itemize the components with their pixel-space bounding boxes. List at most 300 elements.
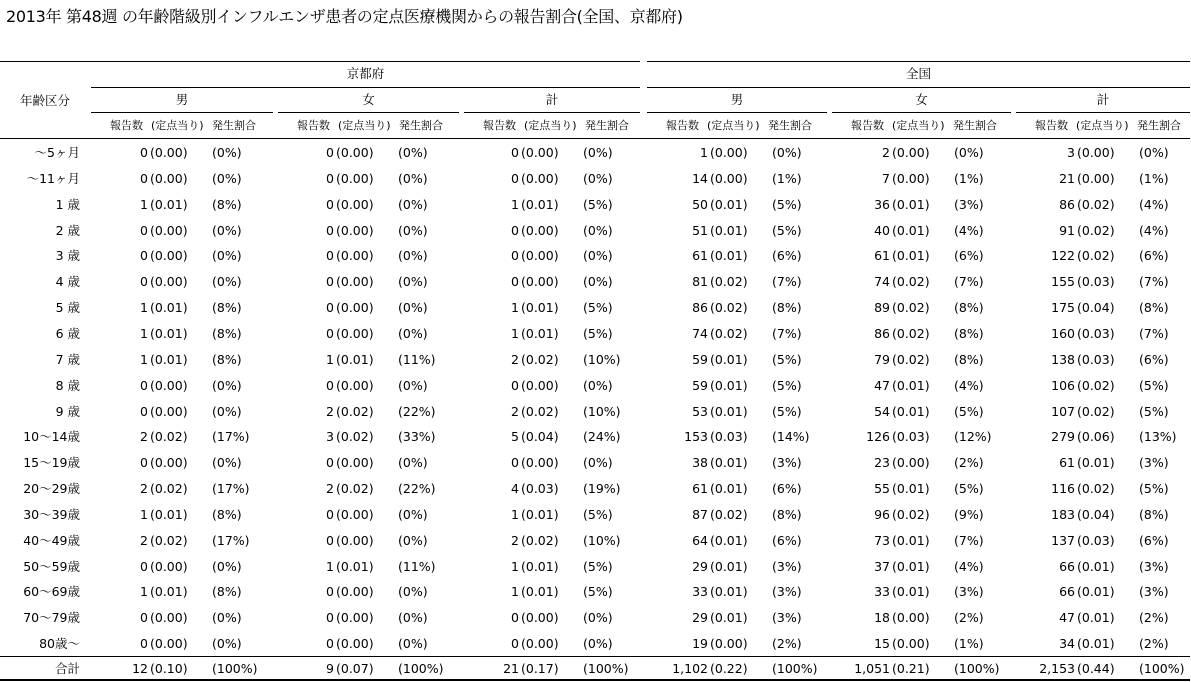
- sex-underline-1: [278, 112, 459, 113]
- per-site-rate: (0.00): [521, 222, 559, 238]
- table-top-rule-national: [647, 61, 1190, 62]
- report-count: 1: [140, 584, 148, 600]
- per-site-rate: (0.00): [150, 377, 188, 393]
- subheader-per-site: (定点当り): [892, 119, 945, 132]
- report-count: 96: [874, 506, 890, 522]
- occurrence-ratio: (8%): [212, 196, 242, 212]
- occurrence-ratio: (100%): [1139, 661, 1185, 676]
- report-count: 9: [326, 661, 334, 676]
- report-count: 0: [140, 170, 148, 186]
- per-site-rate: (0.02): [710, 506, 748, 522]
- per-site-rate: (0.01): [892, 222, 930, 238]
- report-count: 19: [692, 636, 708, 652]
- report-count: 2: [326, 481, 334, 497]
- report-count: 0: [326, 532, 334, 548]
- per-site-rate: (0.01): [521, 558, 559, 574]
- report-count: 86: [874, 325, 890, 341]
- report-count: 2: [511, 532, 519, 548]
- occurrence-ratio: (0%): [398, 455, 428, 471]
- report-count: 33: [874, 584, 890, 600]
- occurrence-ratio: (8%): [212, 506, 242, 522]
- occurrence-ratio: (0%): [398, 300, 428, 316]
- occurrence-ratio: (0%): [583, 636, 613, 652]
- age-header: 年齢区分: [19, 93, 70, 108]
- occurrence-ratio: (5%): [954, 481, 984, 497]
- occurrence-ratio: (0%): [212, 274, 242, 290]
- occurrence-ratio: (0%): [1139, 145, 1169, 160]
- report-count: 1,051: [854, 661, 890, 676]
- occurrence-ratio: (0%): [398, 377, 428, 393]
- per-site-rate: (0.03): [1077, 274, 1115, 290]
- report-count: 1: [140, 300, 148, 316]
- occurrence-ratio: (5%): [583, 300, 613, 316]
- per-site-rate: (0.00): [336, 584, 374, 600]
- per-site-rate: (0.01): [892, 196, 930, 212]
- report-count: 0: [140, 455, 148, 471]
- occurrence-ratio: (22%): [398, 403, 436, 419]
- sex-header-5: 計: [1096, 92, 1110, 107]
- per-site-rate: (0.00): [150, 403, 188, 419]
- report-count: 3: [1067, 145, 1075, 160]
- report-count: 53: [692, 403, 708, 419]
- report-count: 2: [140, 481, 148, 497]
- age-label: 4 歳: [55, 274, 80, 290]
- per-site-rate: (0.01): [710, 532, 748, 548]
- report-count: 34: [1059, 636, 1075, 652]
- report-count: 59: [692, 351, 708, 367]
- per-site-rate: (0.01): [710, 222, 748, 238]
- per-site-rate: (0.00): [710, 170, 748, 186]
- per-site-rate: (0.01): [710, 248, 748, 264]
- per-site-rate: (0.02): [892, 274, 930, 290]
- per-site-rate: (0.01): [1077, 636, 1115, 652]
- report-count: 106: [1051, 377, 1075, 393]
- report-count: 1: [700, 145, 708, 160]
- age-label: 9 歳: [55, 403, 80, 419]
- report-count: 14: [692, 170, 708, 186]
- report-count: 91: [1059, 222, 1075, 238]
- report-count: 2: [326, 403, 334, 419]
- per-site-rate: (0.02): [521, 351, 559, 367]
- occurrence-ratio: (0%): [583, 248, 613, 264]
- per-site-rate: (0.01): [710, 455, 748, 471]
- subheader-ratio: 発生割合: [768, 119, 812, 132]
- per-site-rate: (0.02): [710, 300, 748, 316]
- report-count: 64: [692, 532, 708, 548]
- occurrence-ratio: (6%): [1139, 351, 1169, 367]
- per-site-rate: (0.02): [1077, 481, 1115, 497]
- per-site-rate: (0.01): [1077, 584, 1115, 600]
- per-site-rate: (0.00): [892, 170, 930, 186]
- report-count: 2: [511, 403, 519, 419]
- occurrence-ratio: (5%): [772, 403, 802, 419]
- report-count: 1: [511, 196, 519, 212]
- report-count: 74: [874, 274, 890, 290]
- occurrence-ratio: (1%): [954, 636, 984, 652]
- per-site-rate: (0.01): [521, 584, 559, 600]
- age-label: 70〜79歳: [23, 610, 80, 626]
- age-label: 30〜39歳: [23, 506, 80, 522]
- occurrence-ratio: (8%): [212, 584, 242, 600]
- age-label: 〜11ヶ月: [26, 170, 80, 186]
- report-count: 0: [326, 610, 334, 626]
- report-count: 1: [140, 351, 148, 367]
- occurrence-ratio: (5%): [1139, 481, 1169, 497]
- subheader-per-site: (定点当り): [1076, 119, 1129, 132]
- report-count: 0: [511, 248, 519, 264]
- occurrence-ratio: (4%): [1139, 222, 1169, 238]
- per-site-rate: (0.01): [1077, 558, 1115, 574]
- per-site-rate: (0.02): [892, 351, 930, 367]
- age-label: 7 歳: [55, 351, 80, 367]
- sex-header-2: 計: [545, 92, 559, 107]
- report-count: 61: [1059, 455, 1075, 471]
- per-site-rate: (0.01): [150, 506, 188, 522]
- report-count: 74: [692, 325, 708, 341]
- per-site-rate: (0.00): [521, 455, 559, 471]
- occurrence-ratio: (6%): [1139, 532, 1169, 548]
- per-site-rate: (0.01): [521, 506, 559, 522]
- per-site-rate: (0.00): [710, 145, 748, 160]
- occurrence-ratio: (0%): [583, 455, 613, 471]
- subheader-ratio: 発生割合: [585, 119, 629, 132]
- report-count: 0: [511, 274, 519, 290]
- occurrence-ratio: (5%): [1139, 377, 1169, 393]
- per-site-rate: (0.00): [892, 636, 930, 652]
- report-count: 66: [1059, 584, 1075, 600]
- per-site-rate: (0.01): [710, 558, 748, 574]
- occurrence-ratio: (0%): [398, 506, 428, 522]
- report-count: 3: [326, 429, 334, 445]
- report-count: 0: [326, 325, 334, 341]
- per-site-rate: (0.02): [336, 403, 374, 419]
- occurrence-ratio: (3%): [954, 196, 984, 212]
- occurrence-ratio: (0%): [583, 610, 613, 626]
- report-count: 0: [326, 506, 334, 522]
- occurrence-ratio: (0%): [212, 610, 242, 626]
- report-count: 1: [140, 506, 148, 522]
- occurrence-ratio: (0%): [398, 248, 428, 264]
- report-count: 160: [1051, 325, 1075, 341]
- bottom-rule: [0, 679, 1190, 681]
- occurrence-ratio: (5%): [583, 558, 613, 574]
- per-site-rate: (0.01): [150, 196, 188, 212]
- per-site-rate: (0.02): [150, 429, 188, 445]
- report-count: 0: [511, 170, 519, 186]
- report-count: 79: [874, 351, 890, 367]
- subheader-count: 報告数: [1035, 119, 1068, 132]
- occurrence-ratio: (3%): [772, 455, 802, 471]
- sex-underline-4: [832, 112, 1011, 113]
- per-site-rate: (0.03): [521, 481, 559, 497]
- report-count: 0: [140, 377, 148, 393]
- occurrence-ratio: (2%): [1139, 636, 1169, 652]
- report-count: 89: [874, 300, 890, 316]
- occurrence-ratio: (7%): [954, 532, 984, 548]
- age-label: 5 歳: [55, 300, 80, 316]
- per-site-rate: (0.21): [892, 661, 930, 676]
- occurrence-ratio: (5%): [772, 351, 802, 367]
- per-site-rate: (0.00): [521, 248, 559, 264]
- region-header-national: 全国: [905, 66, 931, 81]
- occurrence-ratio: (0%): [583, 170, 613, 186]
- sex-underline-5: [1016, 112, 1190, 113]
- report-count: 38: [692, 455, 708, 471]
- occurrence-ratio: (14%): [772, 429, 810, 445]
- per-site-rate: (0.00): [150, 558, 188, 574]
- occurrence-ratio: (100%): [212, 661, 258, 676]
- per-site-rate: (0.01): [521, 300, 559, 316]
- report-count: 29: [692, 558, 708, 574]
- occurrence-ratio: (100%): [583, 661, 629, 676]
- per-site-rate: (0.00): [150, 274, 188, 290]
- report-count: 1: [140, 196, 148, 212]
- occurrence-ratio: (0%): [583, 377, 613, 393]
- per-site-rate: (0.03): [1077, 351, 1115, 367]
- report-count: 23: [874, 455, 890, 471]
- report-count: 21: [503, 661, 519, 676]
- subheader-count: 報告数: [110, 119, 143, 132]
- occurrence-ratio: (8%): [772, 300, 802, 316]
- per-site-rate: (0.03): [1077, 325, 1115, 341]
- region-underline-national: [647, 87, 1190, 88]
- report-count: 40: [874, 222, 890, 238]
- occurrence-ratio: (0%): [212, 377, 242, 393]
- report-count: 1: [511, 300, 519, 316]
- occurrence-ratio: (1%): [1139, 170, 1169, 186]
- occurrence-ratio: (0%): [212, 222, 242, 238]
- report-count: 0: [140, 222, 148, 238]
- occurrence-ratio: (5%): [1139, 403, 1169, 419]
- per-site-rate: (0.22): [710, 661, 748, 676]
- report-count: 18: [874, 610, 890, 626]
- occurrence-ratio: (100%): [954, 661, 1000, 676]
- occurrence-ratio: (0%): [398, 145, 428, 160]
- subheader-rule: [0, 138, 1190, 139]
- per-site-rate: (0.00): [150, 455, 188, 471]
- report-count: 37: [874, 558, 890, 574]
- occurrence-ratio: (5%): [772, 196, 802, 212]
- per-site-rate: (0.01): [892, 532, 930, 548]
- per-site-rate: (0.02): [521, 532, 559, 548]
- per-site-rate: (0.01): [710, 351, 748, 367]
- per-site-rate: (0.01): [1077, 455, 1115, 471]
- per-site-rate: (0.00): [521, 610, 559, 626]
- occurrence-ratio: (3%): [1139, 558, 1169, 574]
- region-underline-kyoto: [91, 87, 640, 88]
- per-site-rate: (0.00): [150, 610, 188, 626]
- report-count: 153: [684, 429, 708, 445]
- per-site-rate: (0.00): [336, 610, 374, 626]
- occurrence-ratio: (24%): [583, 429, 621, 445]
- per-site-rate: (0.04): [521, 429, 559, 445]
- occurrence-ratio: (8%): [772, 506, 802, 522]
- occurrence-ratio: (2%): [954, 455, 984, 471]
- table-top-rule: [0, 61, 640, 62]
- report-count: 59: [692, 377, 708, 393]
- occurrence-ratio: (4%): [954, 377, 984, 393]
- per-site-rate: (0.00): [150, 248, 188, 264]
- occurrence-ratio: (2%): [1139, 610, 1169, 626]
- occurrence-ratio: (0%): [212, 558, 242, 574]
- per-site-rate: (0.03): [710, 429, 748, 445]
- per-site-rate: (0.04): [1077, 506, 1115, 522]
- occurrence-ratio: (0%): [398, 196, 428, 212]
- occurrence-ratio: (3%): [772, 584, 802, 600]
- per-site-rate: (0.00): [892, 610, 930, 626]
- per-site-rate: (0.00): [336, 145, 374, 160]
- occurrence-ratio: (7%): [1139, 325, 1169, 341]
- age-label: 10〜14歳: [23, 429, 80, 445]
- occurrence-ratio: (8%): [212, 300, 242, 316]
- per-site-rate: (0.02): [892, 300, 930, 316]
- per-site-rate: (0.02): [710, 325, 748, 341]
- occurrence-ratio: (7%): [954, 274, 984, 290]
- occurrence-ratio: (4%): [1139, 196, 1169, 212]
- report-count: 137: [1051, 532, 1075, 548]
- per-site-rate: (0.01): [710, 481, 748, 497]
- occurrence-ratio: (2%): [954, 610, 984, 626]
- age-label: 1 歳: [55, 196, 80, 212]
- per-site-rate: (0.17): [521, 661, 559, 676]
- occurrence-ratio: (5%): [583, 325, 613, 341]
- occurrence-ratio: (6%): [772, 532, 802, 548]
- report-count: 86: [692, 300, 708, 316]
- report-count: 279: [1051, 429, 1075, 445]
- occurrence-ratio: (0%): [398, 325, 428, 341]
- report-count: 0: [140, 610, 148, 626]
- occurrence-ratio: (10%): [583, 532, 621, 548]
- report-count: 21: [1059, 170, 1075, 186]
- per-site-rate: (0.00): [336, 377, 374, 393]
- report-count: 1: [511, 325, 519, 341]
- per-site-rate: (0.01): [150, 584, 188, 600]
- occurrence-ratio: (10%): [583, 403, 621, 419]
- report-count: 61: [874, 248, 890, 264]
- report-count: 0: [140, 558, 148, 574]
- occurrence-ratio: (4%): [954, 558, 984, 574]
- occurrence-ratio: (0%): [398, 274, 428, 290]
- occurrence-ratio: (8%): [1139, 506, 1169, 522]
- report-count: 116: [1051, 481, 1075, 497]
- per-site-rate: (0.01): [892, 481, 930, 497]
- occurrence-ratio: (5%): [954, 403, 984, 419]
- occurrence-ratio: (0%): [772, 145, 802, 160]
- total-rule: [0, 656, 1190, 657]
- occurrence-ratio: (22%): [398, 481, 436, 497]
- per-site-rate: (0.00): [521, 170, 559, 186]
- per-site-rate: (0.02): [710, 274, 748, 290]
- report-count: 2: [140, 532, 148, 548]
- report-count: 0: [326, 377, 334, 393]
- occurrence-ratio: (1%): [954, 170, 984, 186]
- occurrence-ratio: (0%): [398, 636, 428, 652]
- occurrence-ratio: (17%): [212, 532, 250, 548]
- occurrence-ratio: (3%): [1139, 584, 1169, 600]
- occurrence-ratio: (6%): [1139, 248, 1169, 264]
- occurrence-ratio: (5%): [583, 196, 613, 212]
- per-site-rate: (0.04): [1077, 300, 1115, 316]
- per-site-rate: (0.01): [710, 584, 748, 600]
- report-count: 55: [874, 481, 890, 497]
- occurrence-ratio: (8%): [1139, 300, 1169, 316]
- age-label: 50〜59歳: [23, 558, 80, 574]
- per-site-rate: (0.00): [336, 196, 374, 212]
- per-site-rate: (0.00): [150, 145, 188, 160]
- occurrence-ratio: (17%): [212, 481, 250, 497]
- report-count: 51: [692, 222, 708, 238]
- per-site-rate: (0.00): [892, 145, 930, 160]
- occurrence-ratio: (4%): [954, 222, 984, 238]
- per-site-rate: (0.00): [150, 636, 188, 652]
- per-site-rate: (0.00): [521, 145, 559, 160]
- per-site-rate: (0.01): [521, 196, 559, 212]
- per-site-rate: (0.01): [150, 325, 188, 341]
- per-site-rate: (0.01): [521, 325, 559, 341]
- sex-header-1: 女: [362, 92, 375, 107]
- occurrence-ratio: (13%): [1139, 429, 1177, 445]
- occurrence-ratio: (0%): [212, 248, 242, 264]
- occurrence-ratio: (6%): [954, 248, 984, 264]
- occurrence-ratio: (0%): [583, 274, 613, 290]
- occurrence-ratio: (5%): [772, 377, 802, 393]
- report-count: 2: [882, 145, 890, 160]
- subheader-per-site: (定点当り): [338, 119, 391, 132]
- report-count: 1,102: [672, 661, 708, 676]
- report-count: 0: [326, 222, 334, 238]
- subheader-ratio: 発生割合: [212, 119, 256, 132]
- occurrence-ratio: (7%): [772, 274, 802, 290]
- per-site-rate: (0.00): [1077, 145, 1115, 160]
- report-count: 107: [1051, 403, 1075, 419]
- per-site-rate: (0.02): [150, 532, 188, 548]
- per-site-rate: (0.01): [710, 403, 748, 419]
- report-count: 1: [140, 325, 148, 341]
- occurrence-ratio: (12%): [954, 429, 992, 445]
- occurrence-ratio: (17%): [212, 429, 250, 445]
- occurrence-ratio: (3%): [772, 558, 802, 574]
- per-site-rate: (0.02): [336, 429, 374, 445]
- per-site-rate: (0.03): [892, 429, 930, 445]
- per-site-rate: (0.01): [336, 558, 374, 574]
- occurrence-ratio: (6%): [772, 481, 802, 497]
- report-count: 0: [326, 584, 334, 600]
- report-count: 50: [692, 196, 708, 212]
- page-title: 2013年 第48週 の年齢階級別インフルエンザ患者の定点医療機関からの報告割合(全国、京都府): [6, 7, 683, 26]
- occurrence-ratio: (3%): [772, 610, 802, 626]
- report-count: 0: [326, 145, 334, 160]
- report-count: 2: [140, 429, 148, 445]
- report-count: 0: [140, 145, 148, 160]
- occurrence-ratio: (11%): [398, 558, 436, 574]
- sex-header-0: 男: [175, 92, 189, 107]
- occurrence-ratio: (8%): [954, 325, 984, 341]
- region-header-kyoto: 京都府: [346, 66, 385, 81]
- occurrence-ratio: (3%): [954, 584, 984, 600]
- report-count: 66: [1059, 558, 1075, 574]
- occurrence-ratio: (0%): [583, 222, 613, 238]
- occurrence-ratio: (5%): [583, 506, 613, 522]
- report-count: 12: [132, 661, 148, 676]
- per-site-rate: (0.00): [150, 170, 188, 186]
- per-site-rate: (0.06): [1077, 429, 1115, 445]
- age-label: 6 歳: [55, 325, 80, 341]
- report-count: 81: [692, 274, 708, 290]
- per-site-rate: (0.01): [150, 300, 188, 316]
- per-site-rate: (0.01): [892, 558, 930, 574]
- subheader-per-site: (定点当り): [707, 119, 760, 132]
- per-site-rate: (0.44): [1077, 661, 1115, 676]
